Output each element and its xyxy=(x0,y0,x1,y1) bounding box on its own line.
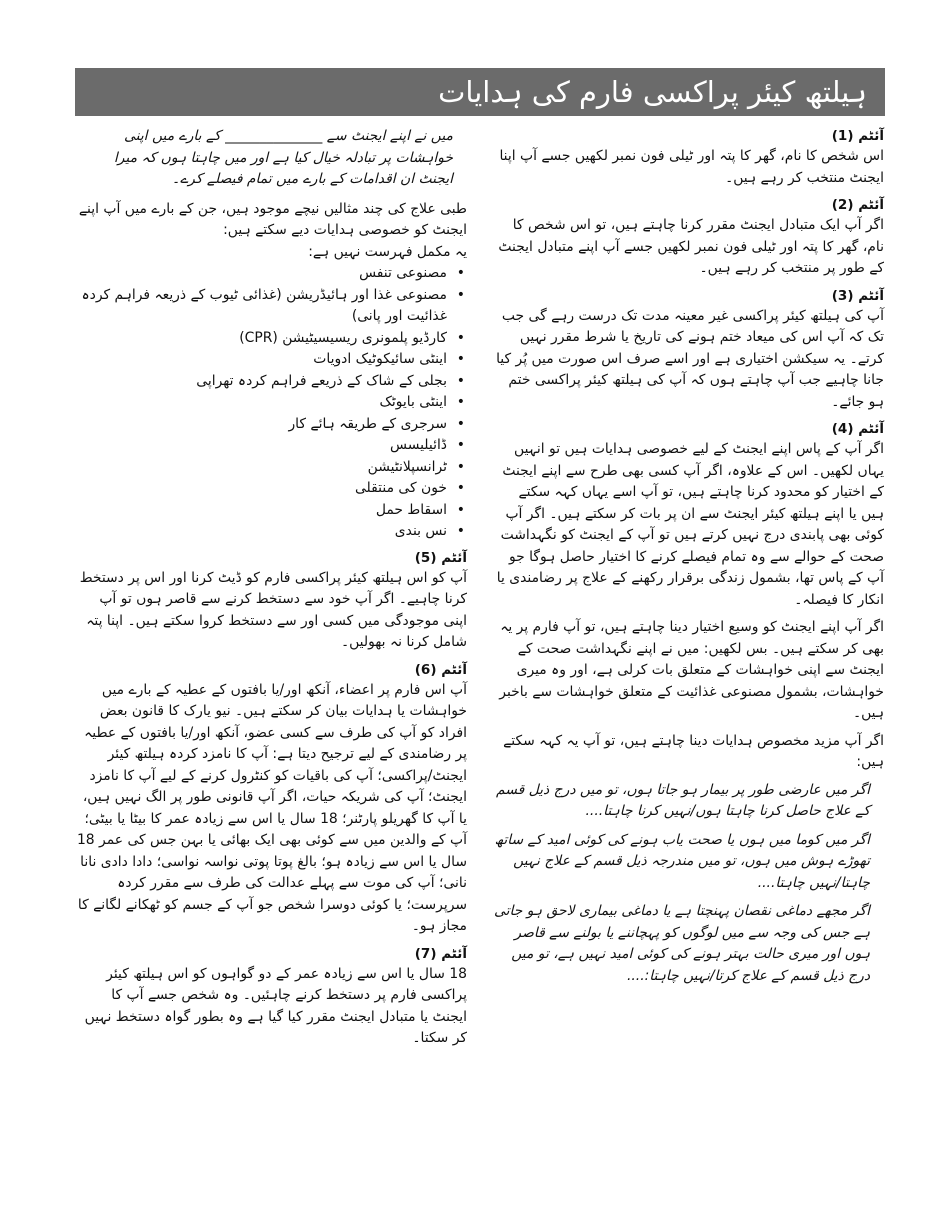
list-item: • اسقاط حمل xyxy=(75,500,447,522)
list-item: • اینٹی سائیکوٹیک ادویات xyxy=(75,349,447,371)
treatments-note: یہ مکمل فہرست نہیں ہے: xyxy=(308,243,467,260)
item-6-heading: آئٹم (6) xyxy=(414,661,467,678)
treatments-list xyxy=(75,263,467,543)
item-4-paragraph-1: اگر آپ کے پاس اپنے ایجنٹ کے لیے خصوصی ہدایات ہیں تو انہیں یہاں لکھیں۔ اس کے علاوہ، اگر آپ کسی بھی طرح سے اپنے ایجنٹ کے اختیار کو محدود کرنا چاہتے ہیں، تو آپ اسے یہاں کہہ سکتے ہیں یا اپنے ہیلتھ کیئر ایجنٹ سے ان پر بات کر سکتے ہیں۔ اگر آپ کوئی بھی پابندی درج نہیں کرتے ہیں تو آپ کے ایجنٹ کو نگہداشت صحت کے حوالے سے وہ تمام فیصلے کرنے کا اختیار حاصل ہوگا جو آپ کے پاس تھا، بشمول زندگی برقرار رکھنے کے علاج پر رضامندی یا انکار کا فیصلہ۔ xyxy=(496,441,884,608)
list-item: • ٹرانسپلانٹیشن xyxy=(75,457,447,479)
item-5-text: آپ کو اس ہیلتھ کیئر پراکسی فارم کو ڈیٹ کرنا اور اس پر دستخط کرنا چاہیے۔ اگر آپ خود سے دستخط کرنے سے قاصر ہوں تو آپ اپنی موجودگی میں کسی اور سے دستخط کروا سکتے ہیں۔ اپنا پتہ شامل کرنا نہ بھولیں۔ xyxy=(79,569,467,650)
right-column xyxy=(492,126,884,994)
list-item: • سرجری کے طریقہ ہائے کار xyxy=(75,414,447,436)
item-7-text: 18 سال یا اس سے زیادہ عمر کے دو گواہوں کو اس ہیلتھ کیئر پراکسی فارم پر دستخط کرنے چاہئیں۔ وہ شخص جسے آپ کا ایجنٹ یا متبادل ایجنٹ مقرر کیا گیا ہے وہ بطور گواہ دستخط نہیں کر سکتا۔ xyxy=(84,965,467,1046)
page-title: ہیلتھ کیئر پراکسی فارم کی ہدایات xyxy=(75,68,885,116)
list-item: • مصنوعی غذا اور ہائیڈریشن (غذائی ٹیوب کے ذریعہ فراہم کردہ غذائیت اور پانی) xyxy=(75,285,447,328)
example-statement: میں نے اپنے ایجنٹ سے ______________ کے بارے میں اپنی خواہشات پر تبادلہ خیال کیا ہے اور میں چاہتا ہوں کہ میرا ایجنٹ ان اقدامات کے بارے میں تمام فیصلے کرے۔ xyxy=(113,128,453,187)
item-7-heading: آئٹم (7) xyxy=(414,945,467,962)
item-6-text: آپ اس فارم پر اعضاء، آنکھ اور/یا بافتوں کے عطیہ کے بارے میں خواہشات یا ہدایات بیان کر سکتے ہیں۔ نیو یارک کا قانون بعض افراد کو آپ کی طرف سے کسی عضو، آنکھ اور/یا بافتوں کے عطیہ پر رضامندی کے لیے ترجیح دیتا ہے: آپ کا نامزد کردہ ہیلتھ کیئر ایجنٹ/پراکسی؛ آپ کی باقیات کو کنٹرول کرنے کے لیے آپ کا نامزد ایجنٹ؛ آپ کی شریکہ حیات، اگر آپ قانونی طور پر الگ نہیں ہیں، یا آپ کا گھریلو پارٹنر؛ 18 سال یا اس سے زیادہ عمر کا بیٹا یا بیٹی؛ آپ کے والدین میں سے کوئی بھی ایک بھائی یا بہن جس کی عمر 18 سال یا اس سے زیادہ ہو؛ بالغ پوتا پوتی نواسہ نواسی؛ دادا دادی نانا نانی؛ آپ کی موت سے پہلے عدالت کی طرف سے مقرر کردہ سرپرست؛ یا کوئی دوسرا شخص جو آپ کے جسم کو ٹھکانے لگانے کا مجاز ہو۔ xyxy=(76,681,467,934)
treatments-intro: طبی علاج کی چند مثالیں نیچے موجود ہیں، جن کے بارے میں آپ اپنے ایجنٹ کو خصوصی ہدایات دیے سکتے ہیں: xyxy=(78,200,467,238)
item-4-example-2: اگر میں کوما میں ہوں یا صحت یاب ہونے کی کوئی امید کے ساتھ تھوڑے ہوش میں ہوں، تو میں مندرجہ ذیل قسم کے علاج نہیں چاہتا/نہیں چاہتا.... xyxy=(494,831,870,891)
left-column xyxy=(75,126,467,1056)
item-2 xyxy=(492,195,884,280)
item-3-text: آپ کی ہیلتھ کیئر پراکسی غیر معینہ مدت تک درست رہے گی جب تک کہ آپ اس کی میعاد ختم ہونے کی تاریخ یا شرط مقرر نہیں کرتے۔ یہ سیکشن اختیاری ہے اور اسے صرف اس صورت میں پُر کیا جانا چاہیے جب آپ چاہتے ہوں کہ آپ کی ہیلتھ کیئر پراکسی ختم ہو جائے۔ xyxy=(496,307,884,410)
item-7 xyxy=(75,944,467,1050)
item-4-paragraph-3: اگر آپ مزید مخصوص ہدایات دینا چاہتے ہیں، تو آپ یہ کہہ سکتے ہیں: xyxy=(503,732,884,770)
item-4-heading: آئٹم (4) xyxy=(831,421,884,437)
item-1 xyxy=(492,126,884,189)
item-2-text: اگر آپ ایک متبادل ایجنٹ مقرر کرنا چاہتے ہیں، تو اس شخص کا نام، گھر کا پتہ اور ٹیلی فون نمبر لکھیں جسے آپ اپنے متبادل ایجنٹ کے طور پر منتخب کر رہے ہیں۔ xyxy=(498,217,884,276)
item-3 xyxy=(492,286,884,414)
item-5-heading: آئٹم (5) xyxy=(414,549,467,566)
item-6 xyxy=(75,660,467,938)
list-item: • بجلی کے شاک کے ذریعے فراہم کردہ تھراپی xyxy=(75,371,447,393)
item-1-text: اس شخص کا نام، گھر کا پتہ اور ٹیلی فون نمبر لکھیں جسے آپ اپنا ایجنٹ منتخب کر رہے ہیں۔ xyxy=(499,148,884,186)
list-item: • ڈائیلیسس xyxy=(75,435,447,457)
item-3-heading: آئٹم (3) xyxy=(831,287,884,304)
item-5 xyxy=(75,548,467,654)
list-item: • کارڈیو پلمونری ریسیسیٹیشن (CPR) xyxy=(75,328,447,350)
item-1-heading: آئٹم (1) xyxy=(831,128,884,144)
list-item: • اینٹی بایوٹک xyxy=(75,392,447,414)
item-4-paragraph-2: اگر آپ اپنے ایجنٹ کو وسیع اختیار دینا چاہتے ہیں، تو آپ فارم پر یہ بھی کر سکتے ہیں۔ بس لکھیں: میں نے اپنے نگہداشت صحت کے ایجنٹ سے اپنی خواہشات کے متعلق بات کرلی ہے، اور وہ میری خواہشات، بشمول مصنوعی غذائیت کے متعلق خواہشات سے باخبر ہیں۔ xyxy=(499,619,884,721)
item-2-heading: آئٹم (2) xyxy=(831,197,884,213)
item-4-example-1: اگر میں عارضی طور پر بیمار ہو جاتا ہوں، تو میں درج ذیل قسم کے علاج حاصل کرنا چاہتا ہوں/نہیں کرنا چاہتا.... xyxy=(495,781,870,819)
item-4-example-3: اگر مجھے دماغی نقصان پہنچتا ہے یا دماغی بیماری لاحق ہو جاتی ہے جس کی وجہ سے میں لوگوں کو پہچاننے یا بولنے سے قاصر ہوں اور میری حالت بہتر ہونے کی کوئی امید نہیں ہے، تو میں درج ذیل قسم کے علاج کرتا/نہیں چاہتا:.... xyxy=(494,903,870,984)
list-item: • نس بندی xyxy=(75,521,447,543)
list-item: • مصنوعی تنفس xyxy=(75,263,447,285)
list-item: • خون کی منتقلی xyxy=(75,478,447,500)
item-4 xyxy=(492,419,884,987)
